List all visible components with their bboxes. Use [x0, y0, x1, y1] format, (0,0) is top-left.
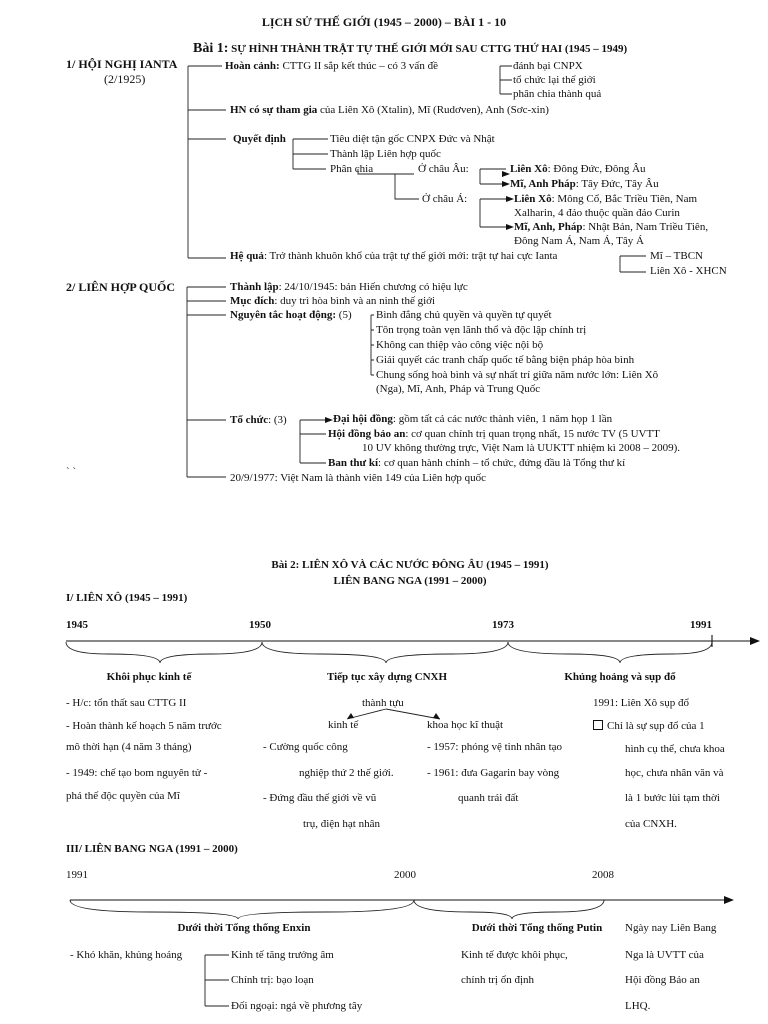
ngay-nay-line: LHQ.: [625, 1000, 651, 1012]
thanh-lap-text: : 24/10/1945: bản Hiến chương có hiệu lực: [278, 281, 468, 293]
phase-label: Khôi phục kinh tế: [106, 671, 192, 683]
muc-dich-label: Mục đích: [230, 295, 275, 307]
kinh-te-label: kinh tế: [328, 719, 359, 731]
nguyen-tac-item: Không can thiệp vào công việc nội bộ: [376, 339, 544, 351]
he-qua-item: Liên Xô - XHCN: [650, 265, 727, 277]
enxin-item: Chính trị: bạo loạn: [231, 974, 314, 986]
kho-khan-text: - Khó khăn, khủng hoảng: [70, 949, 183, 961]
he-qua-text: : Trở thành khuôn khổ của trật tự thế giới mới: trật tự hai cực Ianta: [263, 250, 558, 262]
timeline-year: 1950: [249, 619, 271, 631]
lienxo-col3-line: - 1961: đưa Gagarin bay vòng: [427, 767, 560, 779]
he-qua-item: Mĩ – TBCN: [650, 250, 703, 262]
lienxo-col1-line: mô thời hạn (4 năm 3 tháng): [66, 741, 192, 753]
lesson1-label: Bài 1:: [193, 41, 229, 56]
lienxo-col3-line: - 1957: phóng vệ tinh nhân tạo: [427, 741, 563, 753]
quyet-dinh-item: Tiêu diệt tận gốc CNPX Đức và Nhật: [330, 133, 495, 145]
lienxo-col2-line: trụ, điện hạt nhân: [303, 818, 380, 830]
phase-label: Dưới thời Tổng thống Enxin: [177, 922, 311, 934]
lienxo-col4-line: của CNXH.: [625, 818, 677, 830]
chau-au-item: Mĩ, Anh Pháp: Tây Đức, Tây Âu: [510, 178, 659, 190]
enxin-item: Đối ngoại: ngả về phương tây: [231, 1000, 363, 1012]
lienxo-col1-line: - Hoàn thành kế hoạch 5 năm trước: [66, 720, 222, 732]
document-title: LỊCH SỬ THẾ GIỚI (1945 – 2000) – BÀI 1 - 10: [261, 15, 507, 29]
phase-label: Tiếp tục xây dựng CNXH: [326, 671, 448, 683]
nguyen-tac-count: (5): [336, 309, 352, 321]
section-ianta-date: (2/1925): [104, 72, 146, 86]
to-chuc-item: Ban thư kí: cơ quan hành chính – tổ chức, đứng đầu là Tổng thư kí: [328, 457, 626, 469]
chau-a-item: Đông Nam Á, Nam Á, Tây Á: [514, 235, 644, 247]
lienxo-col3-line: quanh trái đất: [458, 792, 519, 804]
to-chuc-item: Đại hội đồng: gồm tất cả các nước thành viên, 1 năm họp 1 lần: [333, 413, 613, 425]
lesson2-subtitle: LIÊN BANG NGA (1991 – 2000): [333, 575, 487, 587]
van-de-item: tổ chức lại thế giới: [513, 74, 596, 86]
khoa-hoc-label: khoa học kĩ thuật: [427, 719, 504, 731]
section-ianta-heading: 1/ HỘI NGHỊ IANTA: [66, 57, 178, 71]
chau-au-label: Ở châu Âu:: [418, 163, 469, 175]
nguyen-tac-item: (Nga), Mĩ, Anh, Pháp và Trung Quốc: [376, 383, 541, 395]
timeline-year: 1973: [492, 619, 514, 631]
ornament-mark: ` `: [66, 466, 77, 478]
section-lienxo-heading: I/ LIÊN XÔ (1945 – 1991): [66, 592, 188, 604]
putin-item: chính trị ổn định: [461, 974, 535, 986]
phase-label: Khủng hoảng và sụp đổ: [564, 671, 676, 683]
quyet-dinh-item: Thành lập Liên hợp quốc: [330, 148, 441, 160]
to-chuc-count: : (3): [268, 414, 287, 426]
nguyen-tac-item: Chung sống hoà bình và sự nhất trí giữa năm nước lớn: Liên Xô: [376, 369, 659, 381]
timeline-year: 2008: [592, 869, 614, 881]
lienxo-col1-line: - 1949: chế tạo bom nguyên tử -: [66, 767, 208, 779]
timeline-year: 1945: [66, 619, 88, 631]
nguyen-tac-item: Bình đẳng chủ quyền và quyền tự quyết: [376, 309, 552, 321]
quyet-dinh-item: Phân chia: [330, 163, 374, 175]
nguyen-tac-item: Giải quyết các tranh chấp quốc tế bằng biện pháp hòa bình: [376, 354, 635, 366]
hoan-canh-text: CTTG II sắp kết thúc – có 3 vấn đề: [279, 60, 438, 72]
viet-nam-member: 20/9/1977: Việt Nam là thành viên 149 của Liên hợp quốc: [230, 472, 487, 484]
chau-a-item: Xalharin, 4 đảo thuộc quần đảo Curin: [514, 207, 680, 219]
lienxo-col1-line: - H/c: tổn thất sau CTTG II: [66, 697, 187, 709]
putin-item: Kinh tế được khôi phục,: [461, 949, 568, 961]
ngay-nay-line: Ngày nay Liên Bang: [625, 922, 717, 934]
chau-a-item: Liên Xô: Mông Cổ, Bắc Triều Tiên, Nam: [514, 193, 698, 205]
timeline-year: 2000: [394, 869, 416, 881]
lienxo-col2-line: - Đứng đầu thế giới về vũ: [263, 792, 377, 804]
nguyen-tac-item: Tôn trọng toàn vẹn lãnh thổ và độc lập chính trị: [376, 324, 587, 336]
to-chuc-label: Tổ chức: [230, 414, 269, 426]
lienxo-col4-line: là 1 bước lùi tạm thời: [625, 792, 720, 804]
lienxo-col1-line: phá thế độc quyền của Mĩ: [66, 790, 180, 802]
lienxo-col2-line: nghiệp thứ 2 thế giới.: [299, 767, 394, 779]
quyet-dinh-label: Quyết định: [233, 133, 286, 145]
chau-a-item: Mĩ, Anh, Pháp: Nhật Bản, Nam Triều Tiên,: [514, 221, 709, 233]
enxin-item: Kinh tế tăng trưởng âm: [231, 949, 334, 961]
hoi-nghi-text: của Liên Xô (Xtalin), Mĩ (Rudơven), Anh (Sơc-xin): [317, 104, 549, 116]
lienxo-col4-line: hình cụ thể, chưa khoa: [625, 743, 725, 755]
chau-a-label: Ở châu Á:: [422, 193, 468, 205]
thanh-lap-label: Thành lập: [230, 281, 279, 293]
ngay-nay-line: Hội đồng Bảo an: [625, 974, 700, 986]
phase-label: Dưới thời Tổng thống Putin: [471, 922, 603, 934]
lesson2-title: Bài 2: LIÊN XÔ VÀ CÁC NƯỚC ĐÔNG ÂU (1945 – 1991): [271, 559, 549, 571]
van-de-item: phân chia thành quả: [513, 88, 602, 100]
he-qua-label: Hệ quả: [230, 250, 264, 262]
hoan-canh-label: Hoàn cảnh:: [225, 60, 280, 72]
hoi-nghi-label: HN có sự tham gia: [230, 104, 318, 116]
to-chuc-item: Hội đồng bảo an: cơ quan chính trị quan trọng nhất, 15 nước TV (5 UVTT: [328, 428, 660, 440]
to-chuc-item: 10 UV không thường trực, Việt Nam là UUKTT nhiệm kì 2008 – 2009).: [362, 442, 681, 454]
lienxo-col4-line: học, chưa nhân văn và: [625, 767, 724, 779]
section-lhq-heading: 2/ LIÊN HỢP QUỐC: [66, 280, 176, 294]
ngay-nay-line: Nga là UVTT của: [625, 949, 704, 961]
chau-au-item: Liên Xô: Đông Đức, Đông Âu: [510, 163, 646, 175]
timeline-year: 1991: [690, 619, 712, 631]
timeline-year: 1991: [66, 869, 88, 881]
lienxo-col4-line: Chỉ là sự sụp đổ của 1: [593, 720, 705, 733]
section-nga-heading: III/ LIÊN BANG NGA (1991 – 2000): [66, 843, 238, 855]
lienxo-col2-line: - Cường quốc công: [263, 741, 348, 753]
nguyen-tac-label: Nguyên tắc hoạt động:: [230, 309, 337, 321]
lesson1-title-text: SỰ HÌNH THÀNH TRẬT TỰ THẾ GIỚI MỚI SAU CTTG THỨ HAI (1945 – 1949): [231, 43, 628, 55]
muc-dich-text: : duy trì hòa bình và an ninh thế giới: [274, 295, 436, 307]
lienxo-col4-first: 1991: Liên Xô sụp đổ: [593, 697, 689, 709]
van-de-item: đánh bại CNPX: [513, 60, 583, 72]
thanh-tuu-label: thành tựu: [362, 697, 404, 709]
